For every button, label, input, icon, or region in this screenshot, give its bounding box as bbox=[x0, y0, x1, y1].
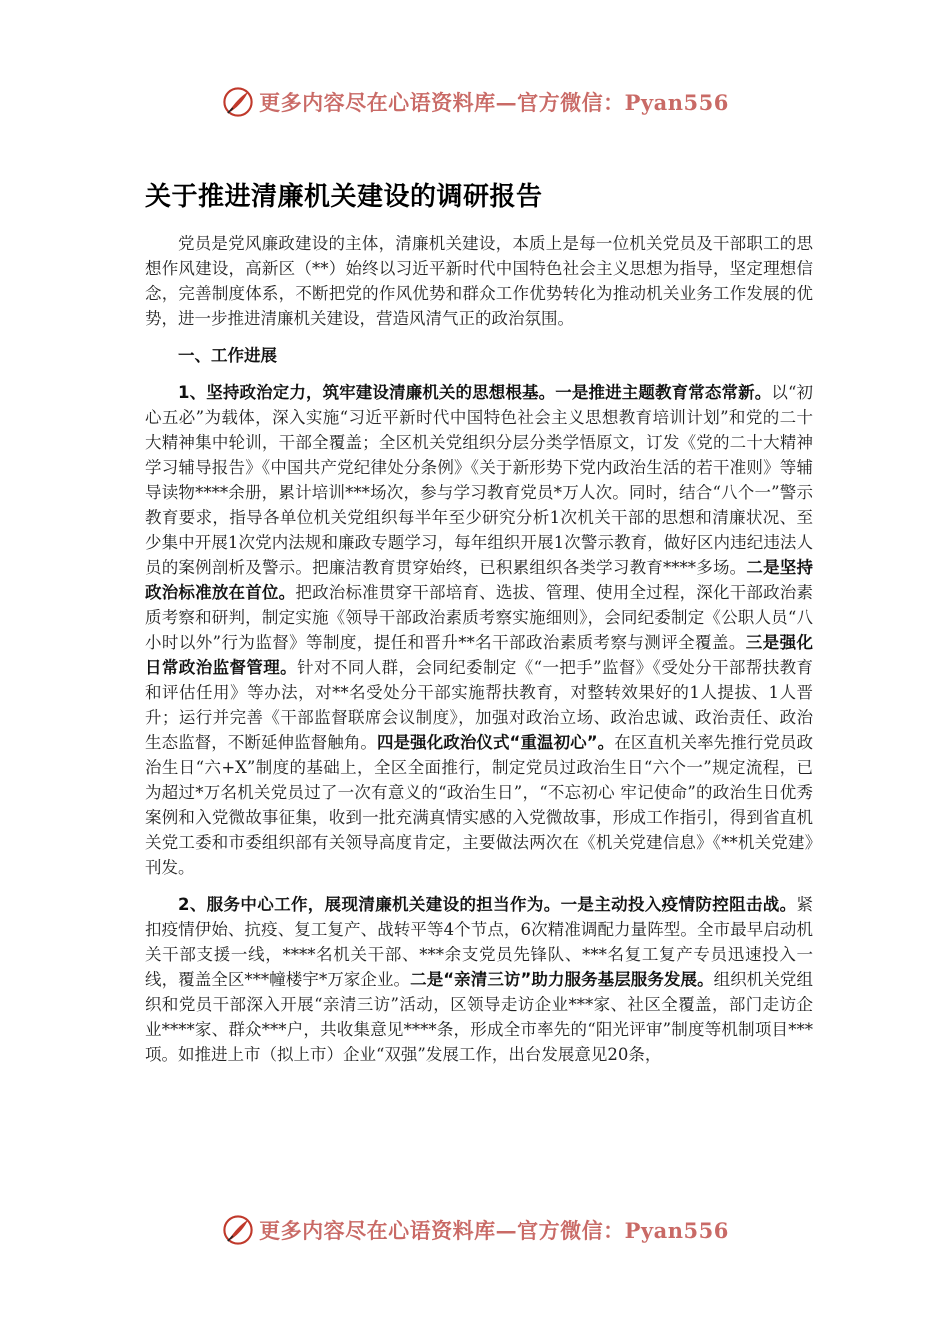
paragraph-text: 在区直机关率先推行党员政治生日“六+X”制度的基础上，全区全面推行，制定党员过政治生日“六个一”规定流程，已为超过*万名机关党员过了一次有意义的“政治生日”，“不忘初心 牢记使命”的政治生日优秀案例和入党微故事征集，收到一批充满真情实感的入党微故事，形成工作指引，得到省直机关党工委和市委组织部有关领导高度肯定，主要做法两次在《机关党建信息》《**机关党建》刊发。 bbox=[145, 733, 814, 877]
banner-text bbox=[259, 87, 729, 117]
banner-wechat-id: Pyan556 bbox=[624, 1218, 729, 1243]
paragraph-political-stance bbox=[145, 380, 813, 880]
banner-slogan: 更多内容尽在心语资料库—官方微信： bbox=[259, 90, 625, 115]
paragraph-text: 紧扣疫情伊始、抗疫、复工复产、战转平等4个节点，6次精准调配力量阵型。全市最早启动机关干部支援一线，****名机关干部、***余支党员先锋队、***名复工复产专员迅速投入一线，覆盖全区***幢楼宇*万家企业。 bbox=[145, 895, 813, 989]
banner-slogan: 更多内容尽在心语资料库—官方微信： bbox=[259, 1218, 625, 1243]
paragraph-text: 把政治标准贯穿干部培育、选拔、管理、使用全过程，深化干部政治素质考察和研判，制定实施《领导干部政治素质考察实施细则》，会同纪委制定《公职人员“八小时以外”行为监督》等制度，提任和晋升**名干部政治素质考察与测评全覆盖。 bbox=[145, 583, 814, 652]
footer-banner[interactable] bbox=[0, 1210, 950, 1250]
quill-pen-logo-icon bbox=[221, 1213, 255, 1247]
intro-paragraph: 党员是党风廉政建设的主体，清廉机关建设，本质上是每一位机关党员及干部职工的思想作风建设，高新区（**）始终以习近平新时代中国特色社会主义思想为指导，坚定理想信念，完善制度体系，不断把党的作风优势和群众工作优势转化为推动机关业务工作发展的优势，进一步推进清廉机关建设，营造风清气正的政治氛围。 bbox=[145, 234, 813, 328]
document-body bbox=[145, 231, 813, 1067]
banner-text bbox=[259, 1215, 729, 1245]
bold-lead: 2、服务中心工作，展现清廉机关建设的担当作为。一是主动投入疫情防控阻击战。 bbox=[178, 895, 797, 914]
quill-pen-logo-icon bbox=[221, 85, 255, 119]
bold-lead: 二是“亲清三访”助力服务基层服务发展。 bbox=[410, 970, 714, 989]
section-heading-progress: 一、工作进展 bbox=[178, 346, 277, 365]
paragraph-serve-center bbox=[145, 892, 813, 1067]
paragraph-text: 组织机关党组织和党员干部深入开展“亲清三访”活动，区领导走访企业***家、社区全覆盖，部门走访企业****家、群众***户，共收集意见****条，形成全市率先的“阳光评审”制度等机制项目***项。如推进上市（拟上市）企业“双强”发展工作，出台发展意见20条， bbox=[145, 970, 814, 1064]
bold-lead: 1、坚持政治定力，筑牢建设清廉机关的思想根基。一是推进主题教育常态常新。 bbox=[178, 383, 772, 402]
header-banner[interactable] bbox=[0, 82, 950, 122]
bold-lead: 三是强化日常政治监督管理。 bbox=[145, 633, 814, 677]
banner-wechat-id: Pyan556 bbox=[624, 90, 729, 115]
paragraph-text: 以“初心五必”为载体，深入实施“习近平新时代中国特色社会主义思想教育培训计划”和党的二十大精神集中轮训，干部全覆盖；全区机关党组织分层分类学悟原文，订发《党的二十大精神学习辅导报告》《中国共产党纪律处分条例》《关于新形势下党内政治生活的若干准则》等辅导读物****余册，累计培训***场次，参与学习教育党员*万人次。同时，结合“八个一”警示教育要求，指导各单位机关党组织每半年至少研究分析1次机关干部的思想和清廉状况、至少集中开展1次党内法规和廉政专题学习，每年组织开展1次警示教育，做好区内违纪违法人员的案例剖析及警示。把廉洁教育贯穿始终，已积累组织各类学习教育****多场。 bbox=[145, 383, 814, 577]
document-title: 关于推进清廉机关建设的调研报告 bbox=[145, 182, 543, 212]
paragraph-text: 针对不同人群，会同纪委制定《“一把手”监督》《受处分干部帮扶教育和评估任用》等办法，对**名受处分干部实施帮扶教育，对整转效果好的1人提拔、1人晋升；运行并完善《干部监督联席会议制度》，加强对政治立场、政治忠诚、政治责任、政治生态监督，不断延伸监督触角。 bbox=[145, 658, 814, 752]
bold-lead: 四是强化政治仪式“重温初心”。 bbox=[376, 733, 615, 752]
bold-lead: 二是坚持政治标准放在首位。 bbox=[145, 558, 814, 602]
